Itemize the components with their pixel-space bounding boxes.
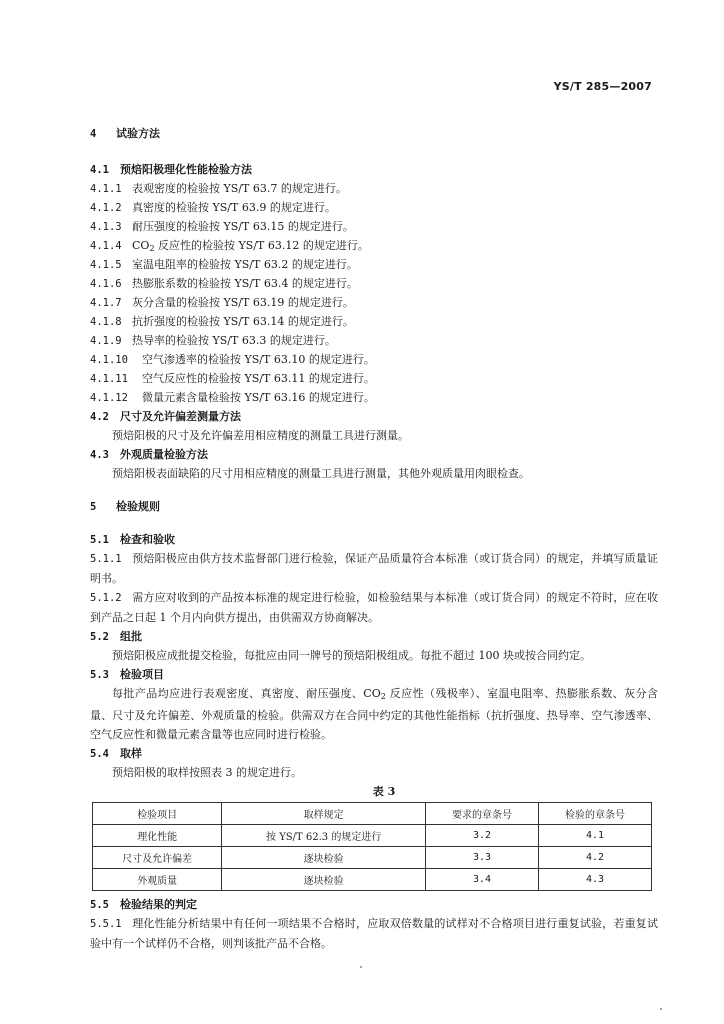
clause-number: 4.1.12 [90, 392, 128, 404]
clause-4-1-8 [90, 312, 658, 331]
section-5-2-heading [90, 627, 658, 646]
section-5-4-body: 预焙阳极的取样按照表 3 的规定进行。 [112, 766, 302, 779]
section-title: 试验方法 [116, 127, 160, 140]
section-title: 组批 [120, 630, 142, 643]
clause-4-1-12 [90, 388, 658, 407]
clause-text: 真密度的检验按 YS/T 63.9 的规定进行。 [132, 201, 336, 214]
clause-4-1-5 [90, 255, 658, 274]
clause-5-1-1 [90, 549, 658, 588]
section-number: 5.4 [90, 748, 109, 760]
table-cell: 3.4 [425, 869, 538, 891]
section-title: 取样 [120, 747, 142, 760]
clause-text: 理化性能分析结果中有任何一项结果不合格时，应取双倍数量的试样对不合格项目进行重复试验，若重复试验中有一个试样仍不合格，则判该批产品不合格。 [90, 917, 658, 950]
table-header-row [93, 803, 652, 825]
table-row [93, 869, 652, 891]
section-5-3-body [90, 684, 658, 744]
clause-4-1-4 [90, 236, 658, 255]
table-3 [92, 802, 652, 891]
clause-text-subscript: 2 [149, 244, 155, 253]
clause-text: 需方应对收到的产品按本标准的规定进行检验，如检验结果与本标准（或订货合同）的规定不符时，应在收到产品之日起 1 个月内向供方提出，由供需双方协商解决。 [90, 591, 658, 624]
col-header-requirement-clause: 要求的章条号 [425, 803, 538, 825]
section-5-heading [90, 497, 658, 516]
section-number: 4.1 [90, 164, 109, 176]
col-header-sampling-rule: 取样规定 [222, 803, 426, 825]
clause-4-1-10 [90, 350, 658, 369]
table-cell: 逐块检验 [222, 869, 426, 891]
section-4-2-body: 预焙阳极的尺寸及允许偏差用相应精度的测量工具进行测量。 [112, 429, 409, 442]
clause-number: 4.1.7 [90, 297, 122, 309]
table-cell: 尺寸及允许偏差 [93, 847, 222, 869]
clause-number: 4.1.6 [90, 278, 122, 290]
clause-4-1-3 [90, 217, 658, 236]
body-text-pre: 每批产品均应进行表观密度、真密度、耐压强度、CO [112, 687, 381, 700]
table-cell: 外观质量 [93, 869, 222, 891]
clause-4-1-6 [90, 274, 658, 293]
scan-speck [660, 1008, 662, 1010]
table-row [93, 847, 652, 869]
clause-text-pre: CO [132, 239, 150, 252]
clause-4-1-11 [90, 369, 658, 388]
table-cell: 理化性能 [93, 825, 222, 847]
section-5-3-heading [90, 665, 658, 684]
section-4-2-heading [90, 407, 658, 426]
section-number: 4.3 [90, 449, 109, 461]
section-4-3-heading [90, 445, 658, 464]
section-4-3-body: 预焙阳极表面缺陷的尺寸用相应精度的测量工具进行测量，其他外观质量用肉眼检查。 [112, 467, 530, 480]
table-row [93, 825, 652, 847]
section-title: 检查和验收 [120, 533, 175, 546]
section-number: 5 [90, 501, 97, 513]
section-number: 5.2 [90, 631, 109, 643]
section-title: 预焙阳极理化性能检验方法 [120, 163, 252, 176]
clause-number: 4.1.5 [90, 259, 122, 271]
section-title: 外观质量检验方法 [120, 448, 208, 461]
section-number: 5.5 [90, 899, 109, 911]
clause-text: 灰分含量的检验按 YS/T 63.19 的规定进行。 [132, 296, 354, 309]
section-title: 检验规则 [116, 500, 160, 513]
clause-number: 4.1.8 [90, 316, 122, 328]
body-text-subscript: 2 [380, 692, 386, 701]
clause-number: 4.1.1 [90, 183, 122, 195]
table-cell: 3.3 [425, 847, 538, 869]
clause-text: 热膨胀系数的检验按 YS/T 63.4 的规定进行。 [132, 277, 358, 290]
clause-number: 4.1.11 [90, 373, 128, 385]
clause-text: 耐压强度的检验按 YS/T 63.15 的规定进行。 [132, 220, 354, 233]
clause-4-1-7 [90, 293, 658, 312]
section-number: 4 [90, 128, 97, 140]
clause-text: 空气渗透率的检验按 YS/T 63.10 的规定进行。 [142, 353, 375, 366]
clause-text: 微量元素含量检验按 YS/T 63.16 的规定进行。 [142, 391, 375, 404]
clause-number: 4.1.3 [90, 221, 122, 233]
clause-text: 表观密度的检验按 YS/T 63.7 的规定进行。 [132, 182, 347, 195]
clause-4-1-2 [90, 198, 658, 217]
clause-text: 室温电阻率的检验按 YS/T 63.2 的规定进行。 [132, 258, 358, 271]
clause-number: 5.1.1 [90, 553, 122, 565]
section-5-5-heading [90, 895, 658, 914]
clause-number: 4.1.9 [90, 335, 122, 347]
standard-code: YS/T 285—2007 [553, 80, 652, 93]
clause-number: 4.1.2 [90, 202, 122, 214]
clause-4-1-9 [90, 331, 658, 350]
table-3-caption: 表 3 [372, 785, 396, 798]
table-cell: 4.3 [538, 869, 651, 891]
col-header-test-clause: 检验的章条号 [538, 803, 651, 825]
clause-5-1-2 [90, 588, 658, 627]
table-cell: 逐块检验 [222, 847, 426, 869]
clause-4-1-1 [90, 179, 658, 198]
col-header-inspection-item: 检验项目 [93, 803, 222, 825]
table-cell: 4.2 [538, 847, 651, 869]
clause-text: 预焙阳极应由供方技术监督部门进行检验，保证产品质量符合本标准（或订货合同）的规定，并填写质量证明书。 [90, 552, 658, 585]
table-cell: 3.2 [425, 825, 538, 847]
section-number: 4.2 [90, 411, 109, 423]
clause-text-post: 反应性的检验按 YS/T 63.12 的规定进行。 [154, 239, 369, 252]
table-cell: 按 YS/T 62.3 的规定进行 [222, 825, 426, 847]
section-number: 5.1 [90, 534, 109, 546]
clause-text: 抗折强度的检验按 YS/T 63.14 的规定进行。 [132, 315, 354, 328]
clause-number: 5.5.1 [90, 918, 122, 930]
section-5-4-heading [90, 744, 658, 763]
section-4-heading [90, 124, 658, 143]
table-cell: 4.1 [538, 825, 651, 847]
clause-5-5-1 [90, 914, 658, 953]
clause-number: 5.1.2 [90, 592, 122, 604]
section-5-2-body: 预焙阳极应成批提交检验，每批应由同一牌号的预焙阳极组成。每批不超过 100 块或按合同约定。 [112, 649, 591, 662]
section-5-1-heading [90, 530, 658, 549]
clause-number: 4.1.10 [90, 354, 128, 366]
clause-text: 热导率的检验按 YS/T 63.3 的规定进行。 [132, 334, 336, 347]
section-title: 尺寸及允许偏差测量方法 [120, 410, 241, 423]
section-4-1-heading [90, 160, 658, 179]
clause-number: 4.1.4 [90, 240, 122, 252]
section-number: 5.3 [90, 669, 109, 681]
section-title: 检验项目 [120, 668, 164, 681]
section-title: 检验结果的判定 [120, 898, 197, 911]
scan-speck [360, 966, 362, 968]
document-body [90, 124, 658, 953]
body-text-post: 反应性（残极率）、室温电阻率、热膨胀系数、灰分含量、尺寸及允许偏差、外观质量的检验。供需双方在合同中约定的其他性能指标（抗折强度、热导率、空气渗透率、空气反应性和微量元素含量等也应同时进行检验。 [90, 687, 658, 741]
clause-text: 空气反应性的检验按 YS/T 63.11 的规定进行。 [142, 372, 375, 385]
